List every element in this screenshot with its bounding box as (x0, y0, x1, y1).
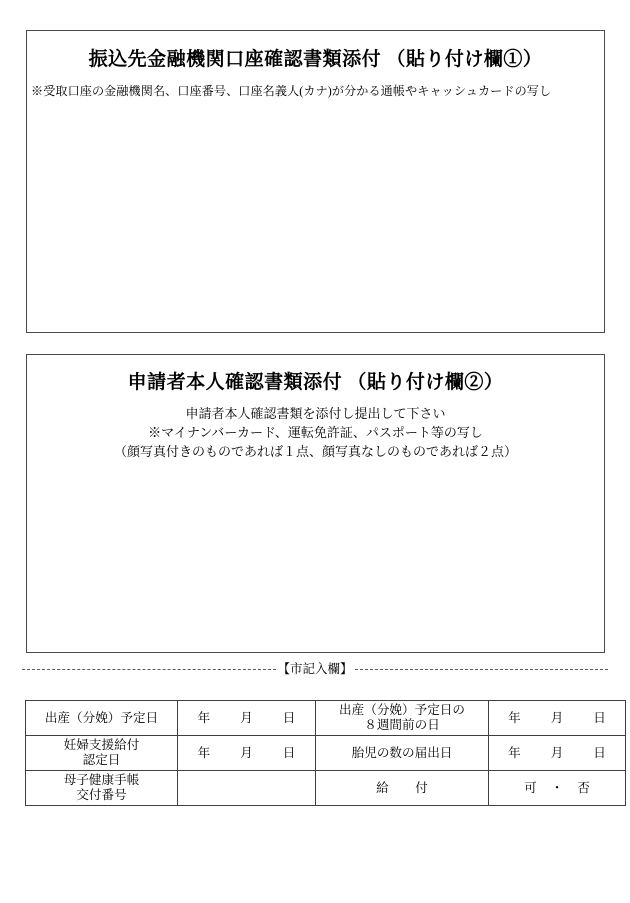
handbook-label-line-1: 母子健康手帳 (63, 773, 140, 787)
eight-weeks-label-line-1: 出産（分娩）予定日の (339, 703, 465, 717)
cell-value-certification-date[interactable] (178, 736, 316, 771)
cell-label-fetus-count-report-date: 胎児の数の届出日 (316, 736, 489, 771)
identity-instruction-line-3: （顔写真付きのものであれば１点、顔写真なしのものであれば２点） (113, 444, 517, 459)
divider-label: 【市記入欄】 (277, 661, 353, 676)
bank-account-attachment-box[interactable] (26, 30, 605, 333)
cell-value-fetus-count-report-date[interactable] (489, 736, 626, 771)
cell-value-handbook-number[interactable] (178, 771, 316, 806)
benefit-option-separator: ・ (550, 780, 564, 795)
due-date-year-label: 年 (197, 710, 211, 725)
city-use-divider (22, 660, 608, 678)
cell-label-certification-date (26, 736, 178, 771)
identity-instruction-line-2: ※マイナンバーカード、運転免許証、パスポート等の写し (148, 425, 483, 440)
identity-attachment-box[interactable] (26, 354, 605, 653)
eight-weeks-year-label: 年 (508, 710, 521, 725)
bank-account-box-note: ※受取口座の金融機関名、口座番号、口座名義人(カナ)が分かる通帳やキャッシュカードの写し (31, 84, 552, 98)
cell-label-handbook-number (26, 771, 178, 806)
eight-weeks-month-label: 月 (550, 710, 564, 725)
benefit-option-approved[interactable]: 可 (524, 780, 537, 795)
bank-account-box-title: 振込先金融機関口座確認書類添付 （貼り付け欄①） (88, 49, 543, 70)
fetus-report-month-label: 月 (550, 745, 564, 760)
cell-value-eight-weeks-before[interactable] (489, 701, 626, 736)
table-row (26, 771, 626, 806)
certification-label-line-2: 認定日 (82, 753, 121, 767)
cell-label-due-date: 出産（分娩）予定日 (26, 701, 178, 736)
fetus-report-day-label: 日 (593, 745, 606, 760)
city-use-table (25, 700, 626, 806)
identity-box-instructions (27, 404, 604, 461)
identity-instruction-line-1: 申請者本人確認書類を添付し提出して下さい (185, 406, 446, 421)
benefit-label-text: 給 付 (376, 780, 435, 795)
table-row (26, 701, 626, 736)
divider-rule-left (22, 669, 276, 670)
certification-label-line-1: 妊婦支援給付 (63, 738, 140, 752)
cell-label-eight-weeks-before (316, 701, 489, 736)
fetus-report-year-label: 年 (508, 745, 521, 760)
handbook-label-line-2: 交付番号 (76, 788, 127, 802)
benefit-option-denied[interactable]: 否 (577, 780, 590, 795)
due-date-day-label: 日 (282, 710, 296, 725)
divider-rule-right (355, 669, 609, 670)
cell-value-due-date[interactable] (178, 701, 316, 736)
table-row (26, 736, 626, 771)
cell-label-benefit (316, 771, 489, 806)
certification-month-label: 月 (240, 745, 253, 760)
eight-weeks-day-label: 日 (593, 710, 606, 725)
certification-year-label: 年 (197, 745, 211, 760)
identity-box-title: 申請者本人確認書類添付 （貼り付け欄②） (127, 372, 504, 393)
eight-weeks-label-line-2: ８週間前の日 (364, 718, 440, 732)
due-date-month-label: 月 (240, 710, 253, 725)
certification-day-label: 日 (282, 745, 296, 760)
cell-value-benefit-choice[interactable] (489, 771, 626, 806)
